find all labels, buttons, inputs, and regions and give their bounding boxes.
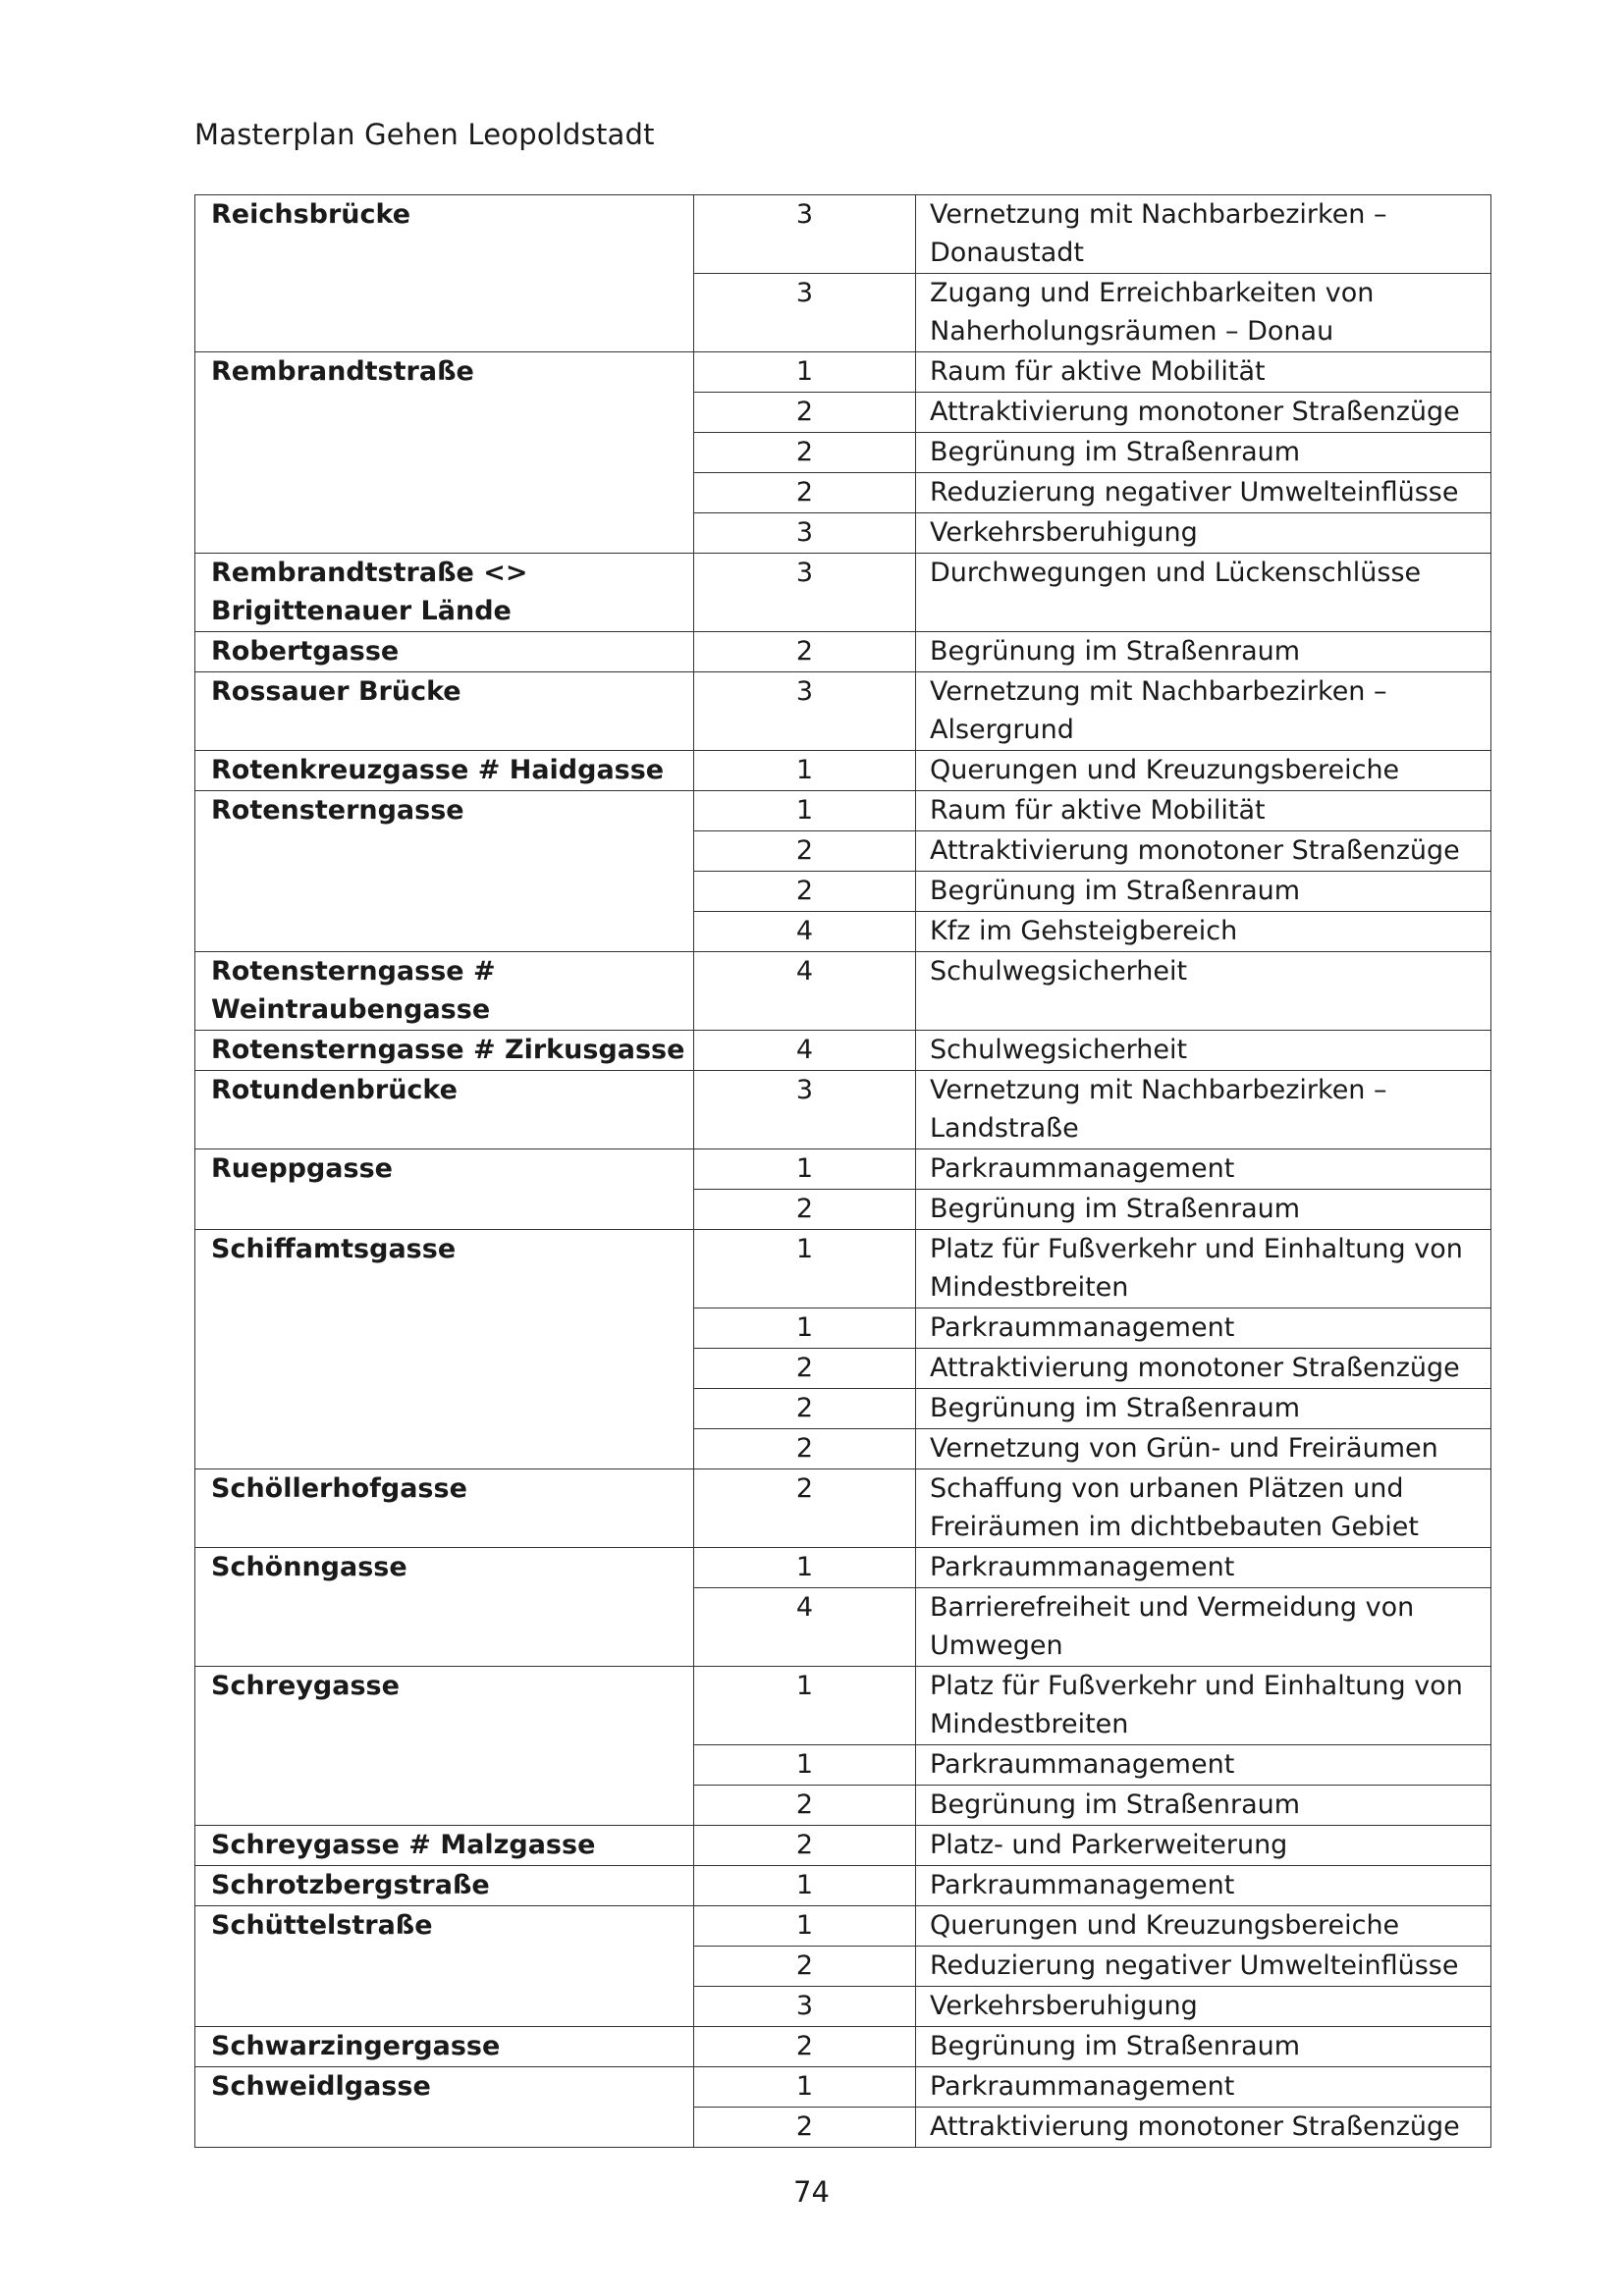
priority-cell: 2 [694, 1349, 916, 1389]
priority-cell: 2 [694, 1947, 916, 1987]
measure-cell: Begrünung im Straßenraum [916, 2027, 1491, 2067]
priority-cell: 4 [694, 1588, 916, 1667]
measures-table-container [194, 194, 1463, 2148]
measure-cell: Vernetzung mit Nachbarbezirken – Alsergrund [916, 672, 1491, 751]
priority-cell: 2 [694, 632, 916, 672]
priority-cell: 3 [694, 554, 916, 632]
street-cell: Reichsbrücke [195, 195, 694, 352]
measures-table-body [195, 195, 1491, 2148]
measure-cell: Verkehrsberuhigung [916, 1987, 1491, 2027]
priority-cell: 1 [694, 751, 916, 791]
priority-cell: 2 [694, 1786, 916, 1826]
street-cell: Schiffamtsgasse [195, 1230, 694, 1469]
measure-cell: Barrierefreiheit und Vermeidung von Umwegen [916, 1588, 1491, 1667]
table-row [195, 791, 1491, 831]
street-cell: Rotensterngasse [195, 791, 694, 952]
measures-table [194, 194, 1491, 2148]
table-row [195, 1469, 1491, 1548]
priority-cell: 1 [694, 1548, 916, 1588]
street-cell: Rotensterngasse # Zirkusgasse [195, 1031, 694, 1071]
priority-cell: 2 [694, 433, 916, 473]
priority-cell: 1 [694, 1149, 916, 1190]
measure-cell: Attraktivierung monotoner Straßenzüge [916, 393, 1491, 433]
priority-cell: 2 [694, 393, 916, 433]
measure-cell: Platz für Fußverkehr und Einhaltung von Mindestbreiten [916, 1230, 1491, 1308]
measure-cell: Reduzierung negativer Umwelteinflüsse [916, 1947, 1491, 1987]
table-row [195, 1667, 1491, 1745]
priority-cell: 1 [694, 791, 916, 831]
table-row [195, 1031, 1491, 1071]
measure-cell: Parkraummanagement [916, 2067, 1491, 2108]
table-row [195, 2067, 1491, 2108]
street-cell: Schwarzingergasse [195, 2027, 694, 2067]
street-cell: Rembrandtstraße <> Brigittenauer Lände [195, 554, 694, 632]
street-cell: Schweidlgasse [195, 2067, 694, 2148]
street-cell: Rotensterngasse # Weintraubengasse [195, 952, 694, 1031]
priority-cell: 1 [694, 1866, 916, 1906]
priority-cell: 1 [694, 1745, 916, 1786]
priority-cell: 1 [694, 352, 916, 393]
priority-cell: 2 [694, 1389, 916, 1429]
measure-cell: Begrünung im Straßenraum [916, 1389, 1491, 1429]
measure-cell: Vernetzung von Grün- und Freiräumen [916, 1429, 1491, 1469]
measure-cell: Attraktivierung monotoner Straßenzüge [916, 831, 1491, 872]
page-header: Masterplan Gehen Leopoldstadt [194, 118, 655, 151]
measure-cell: Verkehrsberuhigung [916, 513, 1491, 554]
measure-cell: Kfz im Gehsteigbereich [916, 912, 1491, 952]
measure-cell: Begrünung im Straßenraum [916, 872, 1491, 912]
measure-cell: Raum für aktive Mobilität [916, 791, 1491, 831]
street-cell: Rotundenbrücke [195, 1071, 694, 1149]
priority-cell: 2 [694, 1429, 916, 1469]
priority-cell: 3 [694, 672, 916, 751]
street-cell: Schönngasse [195, 1548, 694, 1667]
table-row [195, 751, 1491, 791]
street-cell: Schöllerhofgasse [195, 1469, 694, 1548]
measure-cell: Platz für Fußverkehr und Einhaltung von Mindestbreiten [916, 1667, 1491, 1745]
measure-cell: Schulwegsicherheit [916, 1031, 1491, 1071]
table-row [195, 1906, 1491, 1947]
measure-cell: Schulwegsicherheit [916, 952, 1491, 1031]
measure-cell: Schaffung von urbanen Plätzen und Freiräumen im dichtbebauten Gebiet [916, 1469, 1491, 1548]
priority-cell: 1 [694, 1667, 916, 1745]
priority-cell: 2 [694, 872, 916, 912]
priority-cell: 2 [694, 473, 916, 513]
priority-cell: 1 [694, 2067, 916, 2108]
measure-cell: Vernetzung mit Nachbarbezirken – Landstraße [916, 1071, 1491, 1149]
priority-cell: 4 [694, 1031, 916, 1071]
table-row [195, 632, 1491, 672]
measure-cell: Parkraummanagement [916, 1308, 1491, 1349]
page-number: 74 [793, 2175, 830, 2209]
measure-cell: Begrünung im Straßenraum [916, 1190, 1491, 1230]
table-row [195, 554, 1491, 632]
priority-cell: 3 [694, 1987, 916, 2027]
table-row [195, 1230, 1491, 1308]
measure-cell: Durchwegungen und Lückenschlüsse [916, 554, 1491, 632]
measure-cell: Begrünung im Straßenraum [916, 1786, 1491, 1826]
priority-cell: 2 [694, 831, 916, 872]
priority-cell: 2 [694, 1826, 916, 1866]
priority-cell: 3 [694, 513, 916, 554]
street-cell: Rembrandtstraße [195, 352, 694, 554]
table-row [195, 1866, 1491, 1906]
street-cell: Rueppgasse [195, 1149, 694, 1230]
priority-cell: 1 [694, 1308, 916, 1349]
measure-cell: Parkraummanagement [916, 1745, 1491, 1786]
measure-cell: Attraktivierung monotoner Straßenzüge [916, 1349, 1491, 1389]
measure-cell: Raum für aktive Mobilität [916, 352, 1491, 393]
table-row [195, 1548, 1491, 1588]
measure-cell: Begrünung im Straßenraum [916, 433, 1491, 473]
table-row [195, 952, 1491, 1031]
table-row [195, 1071, 1491, 1149]
table-row [195, 1149, 1491, 1190]
priority-cell: 3 [694, 1071, 916, 1149]
street-cell: Schreygasse [195, 1667, 694, 1826]
priority-cell: 4 [694, 952, 916, 1031]
priority-cell: 1 [694, 1906, 916, 1947]
table-row [195, 352, 1491, 393]
priority-cell: 1 [694, 1230, 916, 1308]
street-cell: Schreygasse # Malzgasse [195, 1826, 694, 1866]
street-cell: Rotenkreuzgasse # Haidgasse [195, 751, 694, 791]
priority-cell: 3 [694, 195, 916, 274]
measure-cell: Parkraummanagement [916, 1149, 1491, 1190]
measure-cell: Vernetzung mit Nachbarbezirken – Donaustadt [916, 195, 1491, 274]
priority-cell: 2 [694, 2027, 916, 2067]
measure-cell: Attraktivierung monotoner Straßenzüge [916, 2108, 1491, 2148]
measure-cell: Parkraummanagement [916, 1866, 1491, 1906]
measure-cell: Querungen und Kreuzungsbereiche [916, 1906, 1491, 1947]
priority-cell: 2 [694, 2108, 916, 2148]
table-row [195, 195, 1491, 274]
priority-cell: 4 [694, 912, 916, 952]
street-cell: Schüttelstraße [195, 1906, 694, 2027]
measure-cell: Reduzierung negativer Umwelteinflüsse [916, 473, 1491, 513]
street-cell: Rossauer Brücke [195, 672, 694, 751]
priority-cell: 2 [694, 1190, 916, 1230]
table-row [195, 2027, 1491, 2067]
measure-cell: Zugang und Erreichbarkeiten von Naherholungsräumen – Donau [916, 274, 1491, 352]
street-cell: Robertgasse [195, 632, 694, 672]
measure-cell: Parkraummanagement [916, 1548, 1491, 1588]
street-cell: Schrotzbergstraße [195, 1866, 694, 1906]
priority-cell: 3 [694, 274, 916, 352]
priority-cell: 2 [694, 1469, 916, 1548]
table-row [195, 672, 1491, 751]
measure-cell: Begrünung im Straßenraum [916, 632, 1491, 672]
table-row [195, 1826, 1491, 1866]
measure-cell: Querungen und Kreuzungsbereiche [916, 751, 1491, 791]
measure-cell: Platz- und Parkerweiterung [916, 1826, 1491, 1866]
